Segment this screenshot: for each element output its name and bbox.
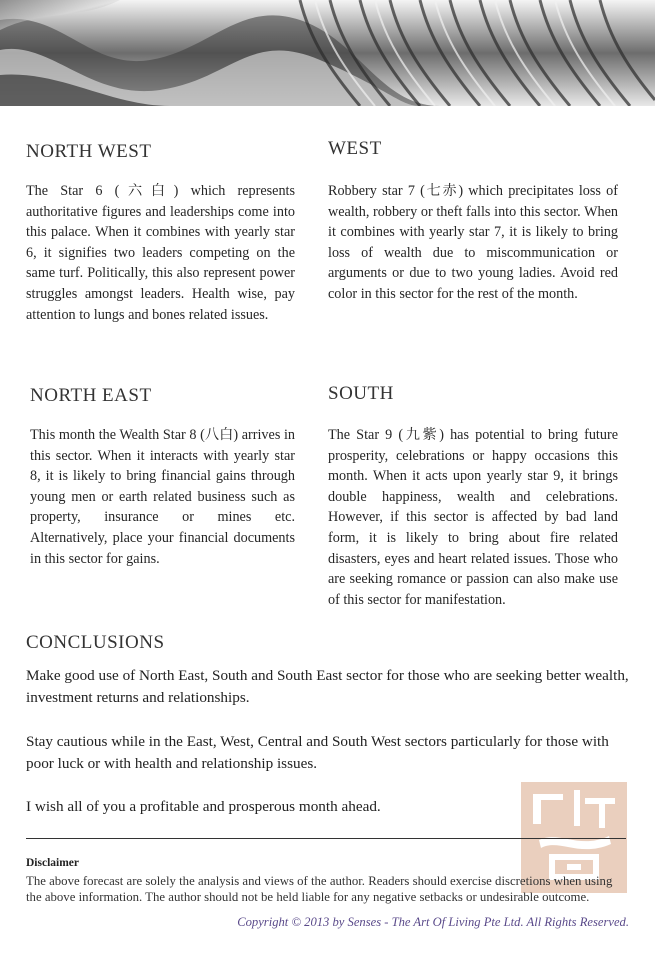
section-title-north-west: NORTH WEST xyxy=(26,141,152,162)
conclusions-title: CONCLUSIONS xyxy=(26,632,165,653)
section-text-north-west: The Star 6 (六白) which represents authoritative figures and leaderships come into this palace. When it combines with yearly star 6, it signifies two leaders competing on the same turf. Politically, this also represent power struggles amongst leaders. Health wise, pay attention to lungs and bones related issues. xyxy=(26,183,295,323)
conclusion-paragraph: Make good use of North East, South and South East sector for those who are seeking better wealth, investment returns and relationships. xyxy=(26,667,629,706)
section-title-north-east: NORTH EAST xyxy=(30,385,152,406)
section-text-west: Robbery star 7 (七赤) which precipitates loss of wealth, robbery or theft falls into this sector. When it combines with yearly star 7, it is likely to bring loss of wealth due to miscommunication or arguments or due to two young ladies. Avoid red color in this sector for the rest of the month. xyxy=(328,183,618,302)
section-text-north-east: This month the Wealth Star 8 (八白) arrives in this sector. When it interacts with yearly star 8, it is likely to bring financial gains through young men or earth related business such as property, insurance or mines etc. Alternatively, place your financial documents in this sector for gains. xyxy=(30,427,295,567)
copyright-notice: Copyright © 2013 by Senses - The Art Of Living Pte Ltd. All Rights Reserved. xyxy=(237,915,629,929)
section-title-south: SOUTH xyxy=(328,383,394,404)
conclusion-paragraph: Stay cautious while in the East, West, Central and South West sectors particularly for those with poor luck or with health and relationship issues. xyxy=(26,733,609,772)
disclaimer-text: The above forecast are solely the analysis and views of the author. Readers should exercise discretions when using the above information. The author should not be held liable for any negative setbacks or undesirable outcome. xyxy=(26,874,613,904)
divider xyxy=(26,838,626,839)
section-text-south: The Star 9 (九紫) has potential to bring future prosperity, celebrations or happy occasions this month. When it acts upon yearly star 9, it brings double happiness, wealth and celebrations. However, if this sector is affected by bad land form, it is likely to bring about fire related disasters, eyes and heart related issues. Those who are seeking romance or passion can also make use of this sector for manifestation. xyxy=(328,427,618,608)
conclusion-paragraph: I wish all of you a profitable and prosperous month ahead. xyxy=(26,798,381,815)
metallic-waves-banner xyxy=(0,0,655,106)
section-title-west: WEST xyxy=(328,138,382,159)
disclaimer-heading: Disclaimer xyxy=(26,857,80,869)
